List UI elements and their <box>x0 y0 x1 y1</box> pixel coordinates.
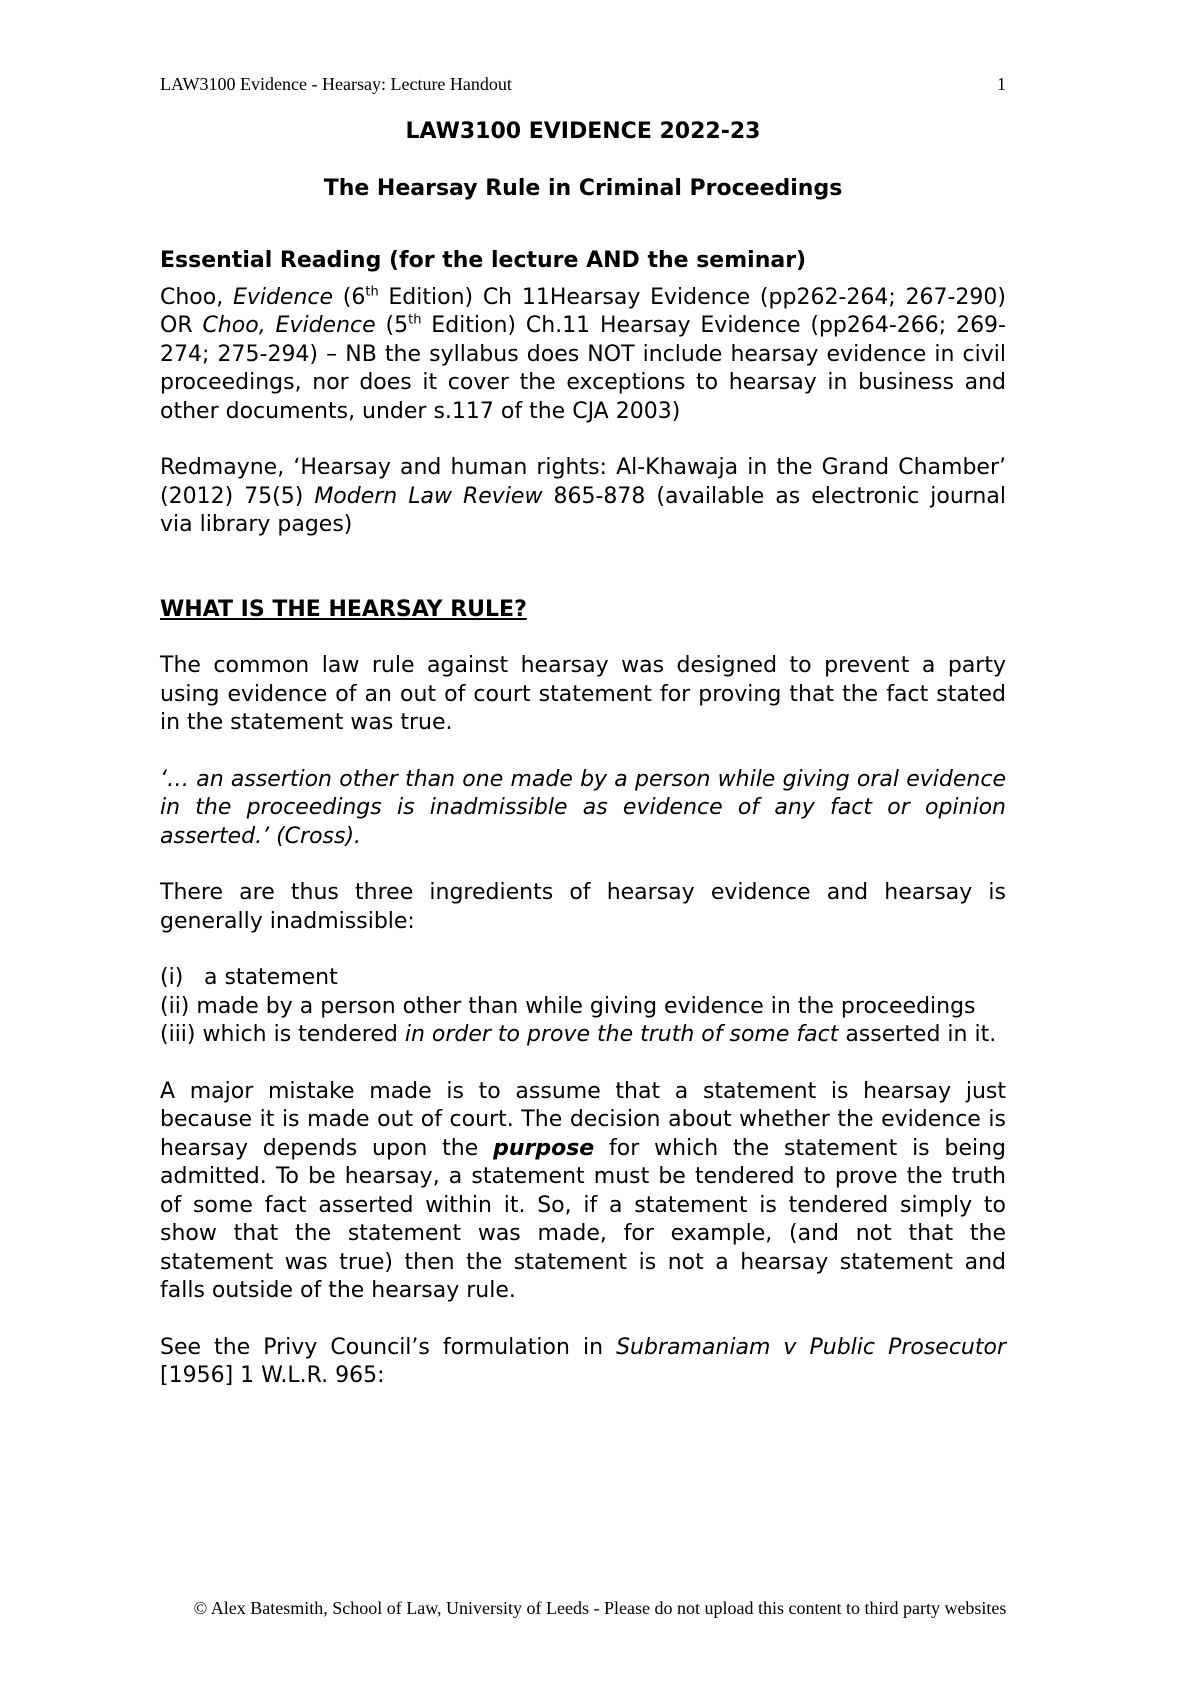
reading-choo: Choo, Evidence (6th Edition) Ch 11Hearsay Evidence (pp262-264; 267-290) OR Choo, Evidence (5th Edition) Ch.11 Hearsay Evidence (pp264-266; 269-274; 275-294) – NB the syllabus does NOT include hearsay evidence in civil proceedings, nor does it cover the exceptions to hearsay in business and other documents, under s.117 of the CJA 2003) <box>160 284 1006 424</box>
document-subtitle: The Hearsay Rule in Criminal Proceedings <box>323 175 843 201</box>
list-item-ii: (ii) made by a person other than while giving evidence in the proceedings <box>160 993 976 1019</box>
section-heading: WHAT IS THE HEARSAY RULE? <box>160 596 527 622</box>
header-title: LAW3100 Evidence - Hearsay: Lecture Handout <box>160 74 512 94</box>
paragraph-ingredients: There are thus three ingredients of hearsay evidence and hearsay is generally inadmissible: <box>160 880 1006 934</box>
paragraph-major-mistake: A major mistake made is to assume that a statement is hearsay just because it is made out of court. The decision about whether the evidence is hearsay depends upon the purpose for which the statement is being admitted. To be hearsay, a statement must be tendered to prove the truth of some fact asserted within it. So, if a statement is tendered simply to show that the statement was made, for example, (and not that the statement was true) then the statement is not a hearsay statement and falls outside of the hearsay rule. <box>160 1078 1006 1303</box>
document-body <box>160 118 1006 1391</box>
paragraph-common-law: The common law rule against hearsay was designed to prevent a party using evidence of an out of court statement for proving that the fact stated in the statement was true. <box>160 653 1006 735</box>
list-item-iii: (iii) which is tendered in order to prove the truth of some fact asserted in it. <box>160 1022 997 1047</box>
page-number: 1 <box>997 74 1006 94</box>
document-title: LAW3100 EVIDENCE 2022-23 <box>405 119 761 144</box>
cross-quote: ‘… an assertion other than one made by a person while giving oral evidence in the proceedings is inadmissible as evidence of any fact or opinion asserted.’ (Cross). <box>160 766 1006 849</box>
copyright-footer: © Alex Batesmith, School of Law, University of Leeds - Please do not upload this content to third party websites <box>193 1598 1007 1618</box>
reading-heading: Essential Reading (for the lecture AND the seminar) <box>160 248 807 273</box>
reading-redmayne: Redmayne, ‘Hearsay and human rights: Al-Khawaja in the Grand Chamber’ (2012) 75(5) Modern Law Review 865-878 (available as electronic journal via library pages) <box>160 455 1006 537</box>
list-item-i: (i) a statement <box>160 965 338 990</box>
paragraph-privy-council: See the Privy Council’s formulation in Subramaniam v Public Prosecutor [1956] 1 W.L.R. 965: <box>160 1334 1007 1388</box>
